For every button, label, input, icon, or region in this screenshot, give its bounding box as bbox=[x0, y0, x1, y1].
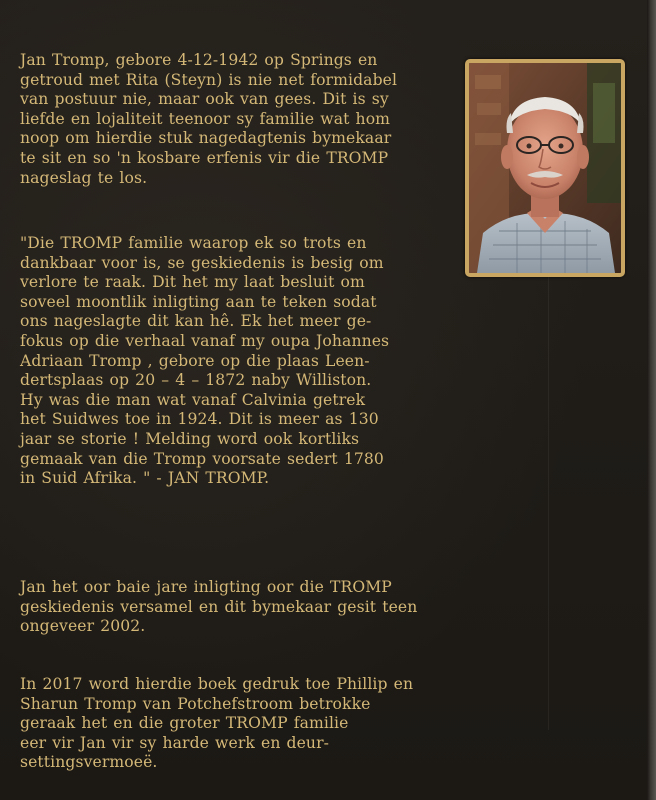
text-line: nageslag te los. bbox=[20, 168, 148, 187]
cover-crease bbox=[548, 250, 549, 730]
text-line: jaar se storie ! Melding word ook kortliks bbox=[20, 429, 360, 448]
text-line: dankbaar voor is, se geskiedenis is besig om bbox=[20, 253, 384, 272]
text-line: dertsplaas op 20 – 4 – 1872 naby Williston. bbox=[20, 371, 372, 390]
text-line: Hy was die man wat vanaf Calvinia getrek bbox=[20, 390, 366, 409]
cover-edge bbox=[647, 0, 656, 800]
text-line: "Die TROMP familie waarop ek so trots en bbox=[20, 234, 367, 252]
text-line: ons nageslagte dit kan hê. Ek het meer ge- bbox=[20, 312, 372, 331]
history-paragraph bbox=[20, 578, 417, 637]
author-photo bbox=[465, 59, 625, 277]
text-line: In 2017 word hierdie boek gedruk toe Phillip en bbox=[20, 675, 414, 693]
quote-paragraph bbox=[20, 234, 389, 489]
text-line: het Suidwes toe in 1924. Dit is meer as 130 bbox=[20, 410, 379, 429]
text-line: Jan het oor baie jare inligting oor die TROMP bbox=[20, 578, 392, 596]
closing-paragraph bbox=[20, 675, 413, 773]
text-line: geraak het en die groter TROMP familie bbox=[20, 714, 349, 733]
text-line: Jan Tromp, gebore 4-12-1942 op Springs en bbox=[20, 51, 378, 69]
text-line: soveel moontlik inligting aan te teken sodat bbox=[20, 292, 377, 311]
text-line: liefde en lojaliteit teenoor sy familie wat hom bbox=[20, 109, 391, 128]
text-line: Sharun Tromp van Potchefstroom betrokke bbox=[20, 694, 371, 713]
text-line: geskiedenis versamel en dit bymekaar gesit teen bbox=[20, 597, 418, 616]
text-line: fokus op die verhaal vanaf my oupa Johannes bbox=[20, 331, 390, 350]
portrait-illustration bbox=[469, 63, 621, 273]
text-line: te sit en so 'n kosbare erfenis vir die TROMP bbox=[20, 148, 389, 167]
text-line: ongeveer 2002. bbox=[20, 617, 146, 636]
intro-paragraph bbox=[20, 51, 397, 188]
text-line: van postuur nie, maar ook van gees. Dit is sy bbox=[20, 90, 389, 109]
text-line: settingsvermoeë. bbox=[20, 753, 158, 772]
text-line: eer vir Jan vir sy harde werk en deur- bbox=[20, 733, 330, 752]
text-line: in Suid Afrika. " - JAN TROMP. bbox=[20, 469, 270, 488]
text-line: noop om hierdie stuk nagedagtenis bymekaar bbox=[20, 129, 392, 148]
text-line: gemaak van die Tromp voorsate sedert 1780 bbox=[20, 449, 384, 468]
text-line: getroud met Rita (Steyn) is nie net formidabel bbox=[20, 70, 398, 89]
text-line: verlore te raak. Dit het my laat besluit om bbox=[20, 273, 365, 292]
text-line: Adriaan Tromp , gebore op die plaas Leen- bbox=[20, 351, 370, 370]
